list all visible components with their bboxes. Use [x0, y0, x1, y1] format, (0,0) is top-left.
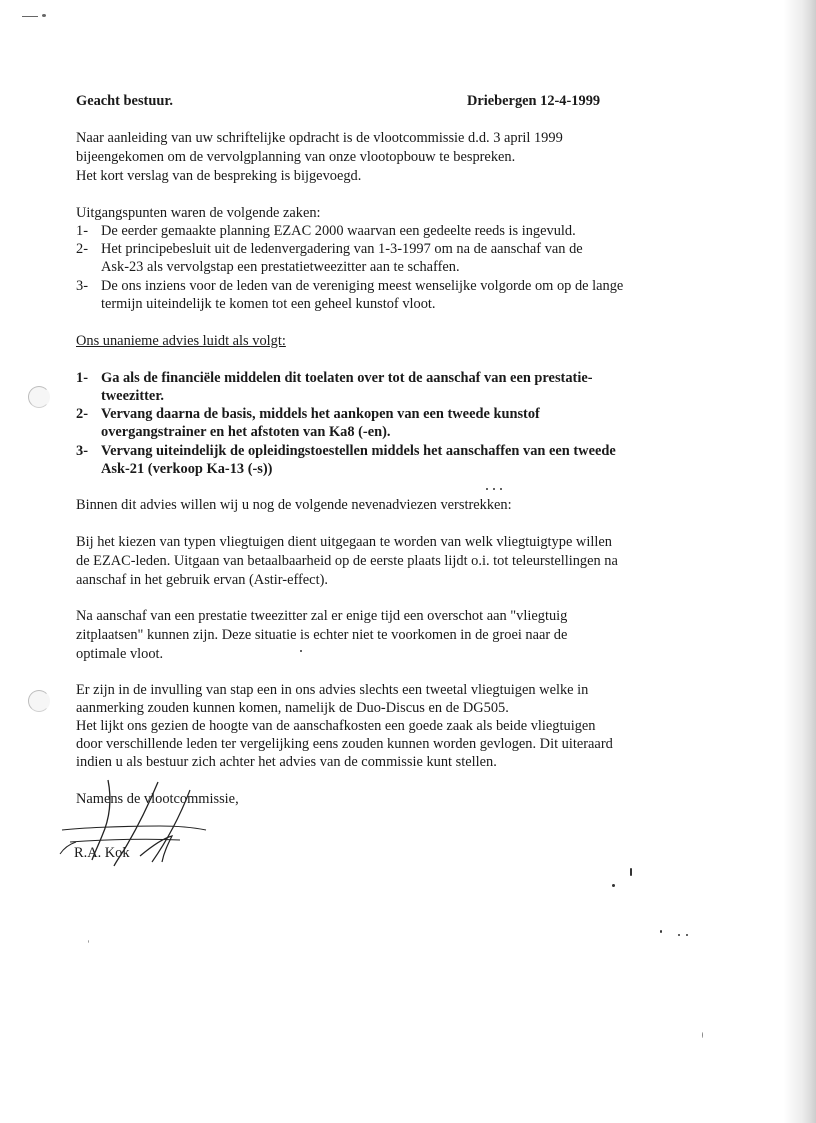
scan-speck [486, 488, 488, 490]
advice-number: 1- [76, 370, 88, 386]
scan-speck [500, 488, 502, 490]
intro-line: bijeengekomen om de vervolgplanning van onze vlootopbouw te bespreken. [76, 149, 516, 165]
nevenadviezen-intro: Binnen dit advies willen wij u nog de volgende nevenadviezen verstrekken: [76, 497, 512, 513]
list-item-line: Ask-23 als vervolgstap een prestatietweezitter aan te schaffen. [101, 259, 460, 275]
paragraph-line: aanmerking zouden kunnen komen, namelijk de Duo-Discus en de DG505. [76, 700, 509, 716]
scan-speck [686, 934, 688, 936]
punch-hole-top [28, 386, 50, 408]
list-number: 3- [76, 278, 88, 294]
advice-line: Ask-21 (verkoop Ka-13 (-s)) [101, 461, 273, 477]
list-item-line: De eerder gemaakte planning EZAC 2000 waarvan een gedeelte reeds is ingevuld. [101, 223, 576, 239]
paragraph-line: optimale vloot. [76, 646, 164, 662]
signatory-name: R.A. Kok [74, 845, 130, 861]
scan-speck [630, 868, 632, 876]
paragraph-line: Na aanschaf van een prestatie tweezitter zal er enige tijd een overschot aan "vliegtuig [76, 608, 568, 624]
advies-heading: Ons unanieme advies luidt als volgt: [76, 333, 286, 349]
advice-line: Ga als de financiële middelen dit toelaten over tot de aanschaf van een prestatie- [101, 370, 593, 386]
intro-line: Naar aanleiding van uw schriftelijke opdracht is de vlootcommissie d.d. 3 april 1999 [76, 130, 563, 146]
scan-speck [493, 488, 495, 490]
paragraph-line: indien u als bestuur zich achter het advies van de commissie kunt stellen. [76, 754, 497, 770]
intro-line: Het kort verslag van de bespreking is bijgevoegd. [76, 168, 362, 184]
scan-speck [702, 1032, 703, 1038]
advice-number: 3- [76, 443, 88, 459]
handwritten-signature [40, 770, 240, 880]
paragraph-line: Bij het kiezen van typen vliegtuigen dient uitgegaan te worden van welk vliegtuigtype willen [76, 534, 612, 550]
list-number: 2- [76, 241, 88, 257]
paragraph-line: Er zijn in de invulling van stap een in ons advies slechts een tweetal vliegtuigen welke in [76, 682, 589, 698]
advice-line: overgangstrainer en het afstoten van Ka8 (-en). [101, 424, 391, 440]
scan-speck [300, 650, 302, 652]
closing-line: Namens de vlootcommissie, [76, 791, 239, 807]
greeting: Geacht bestuur. [76, 93, 174, 109]
paragraph-line: door verschillende leden ter vergelijking eens zouden kunnen worden gevlogen. Dit uiteraard [76, 736, 613, 752]
scan-edge-shadow [802, 0, 816, 1123]
advice-line: Vervang daarna de basis, middels het aankopen van een tweede kunstof [101, 406, 540, 422]
paragraph-line: zitplaatsen" kunnen zijn. Deze situatie is echter niet te voorkomen in de groei naar de [76, 627, 568, 643]
scan-speck [88, 940, 89, 943]
list-item-line: De ons inziens voor de leden van de vereniging meest wenselijke volgorde om op de lange [101, 278, 624, 294]
advice-number: 2- [76, 406, 88, 422]
advice-line: Vervang uiteindelijk de opleidingstoestellen middels het aanschaffen van een tweede [101, 443, 616, 459]
scan-speck [612, 884, 615, 887]
list-item-line: Het principebesluit uit de ledenvergadering van 1-3-1997 om na de aanschaf van de [101, 241, 583, 257]
punch-hole-bottom [28, 690, 50, 712]
scan-speck [660, 930, 662, 933]
paragraph-line: Het lijkt ons gezien de hoogte van de aanschafkosten een goede zaak als beide vliegtuigen [76, 718, 596, 734]
list-number: 1- [76, 223, 88, 239]
scan-speck [22, 16, 38, 17]
advice-line: tweezitter. [101, 388, 164, 404]
list-item-line: termijn uiteindelijk te komen tot een geheel kunstof vloot. [101, 296, 436, 312]
uitgangspunten-heading: Uitgangspunten waren de volgende zaken: [76, 205, 321, 221]
scan-speck [678, 934, 680, 936]
paragraph-line: aanschaf in het gebruik ervan (Astir-effect). [76, 572, 328, 588]
paragraph-line: de EZAC-leden. Uitgaan van betaalbaarheid op de eerste plaats lijdt o.i. tot teleurstellingen na [76, 553, 618, 569]
place-date: Driebergen 12-4-1999 [467, 93, 601, 109]
scan-speck [42, 14, 46, 17]
